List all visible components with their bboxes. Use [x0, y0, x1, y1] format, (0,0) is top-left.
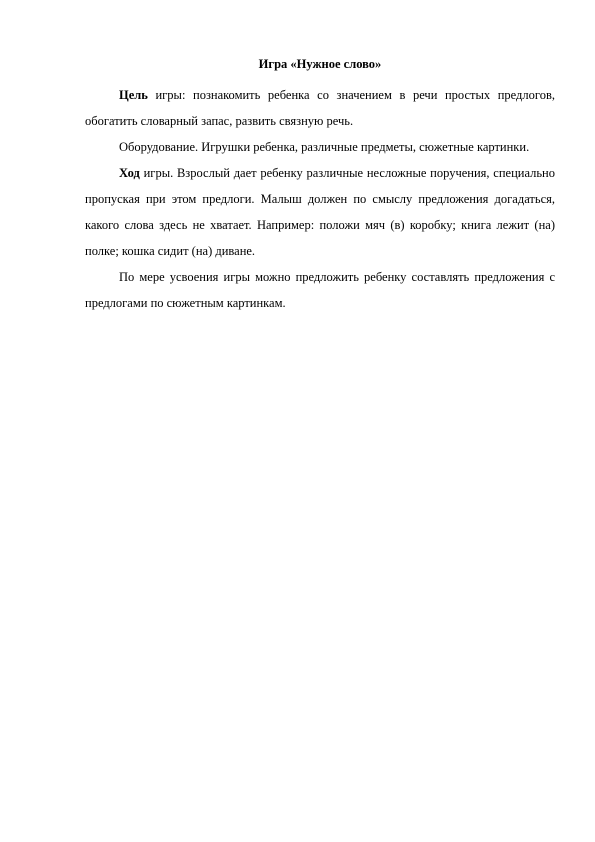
paragraph-goal [85, 82, 555, 134]
document-body [85, 56, 555, 316]
paragraph-equipment-text: Оборудование. Игрушки ребенка, различные предметы, сюжетные картинки. [119, 140, 530, 154]
paragraph-equipment [85, 134, 555, 160]
paragraph-goal-text: игры: познакомить ребенка со значением в речи простых предлогов, обогатить словарный запас, развить связную речь. [85, 88, 555, 128]
paragraph-procedure [85, 160, 555, 264]
paragraph-goal-lead: Цель [119, 88, 148, 102]
paragraph-procedure-lead: Ход [119, 166, 140, 180]
paragraph-procedure-text: игры. Взрослый дает ребенку различные несложные поручения, специально пропуская при этом предлоги. Малыш должен по смыслу предложения догадаться, какого слова здесь не хватает. Например: положи мяч (в) коробку; книга лежит (на) полке; кошка сидит (на) диване. [85, 166, 555, 258]
document-title: Игра «Нужное слово» [258, 57, 382, 71]
paragraph-progression-text: По мере усвоения игры можно предложить ребенку составлять предложения с предлогами по сюжетным картинкам. [85, 270, 555, 310]
paragraph-progression [85, 264, 555, 316]
